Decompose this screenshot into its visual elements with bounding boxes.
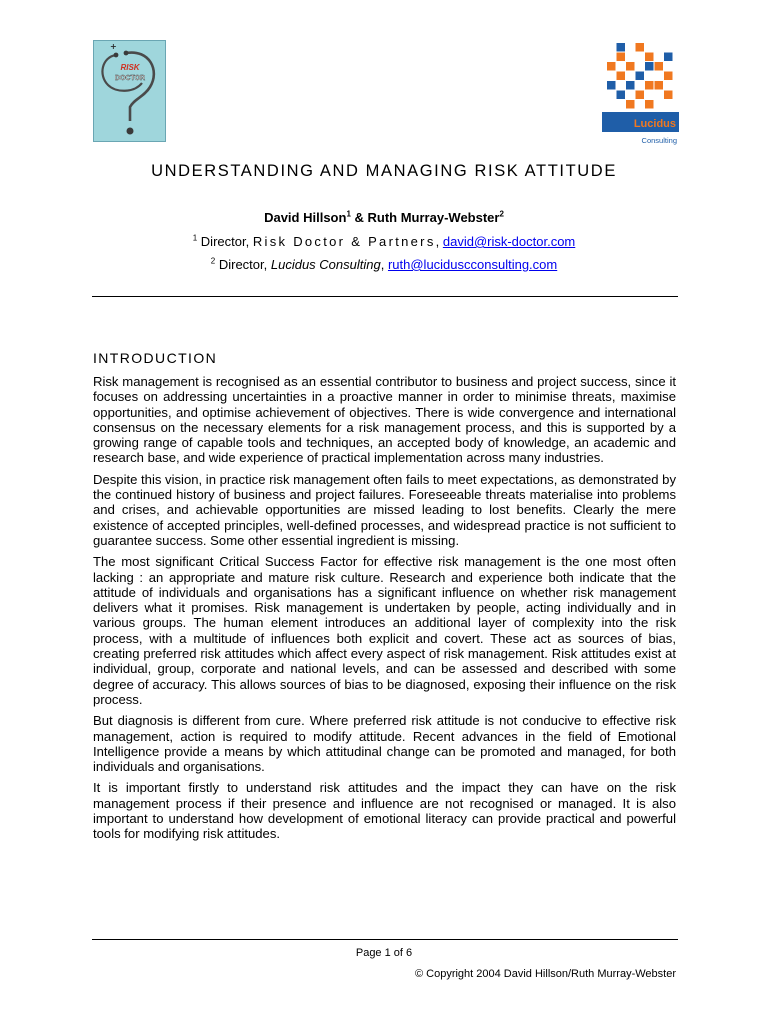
paragraph: Risk management is recognised as an essential contributor to business and project success, since it focuses on addressing uncertainties in a proactive manner in order to minimise threats, maximise opportunities, and optimise achievement of objectives. There is wide convergence and international consensus on the necessary elements for a risk management process, and this is supported by a growing range of capable tools and techniques, an accepted body of knowledge, an academic and research base, and wide experience of practical implementation across many industries. bbox=[93, 374, 676, 466]
email-link-david[interactable]: david@risk-doctor.com bbox=[442, 234, 576, 249]
document-title: UNDERSTANDING AND MANAGING RISK ATTITUDE bbox=[151, 162, 617, 180]
introduction-body bbox=[93, 374, 676, 848]
author-2-sup: 2 bbox=[499, 209, 504, 219]
logo-square bbox=[645, 53, 654, 62]
section-heading-introduction: INTRODUCTION bbox=[93, 350, 218, 366]
logo-square bbox=[655, 62, 664, 71]
stethoscope-question-mark-icon bbox=[94, 41, 166, 142]
affiliation-1-sup: 1 bbox=[192, 233, 198, 243]
affiliation-1 bbox=[0, 234, 768, 249]
author-2-name: Ruth Murray-Webster bbox=[367, 210, 500, 225]
author-line bbox=[0, 210, 768, 225]
logo-text-consulting: Consulting bbox=[641, 136, 677, 145]
logo-square bbox=[655, 81, 664, 90]
logo-square bbox=[664, 91, 673, 100]
logo-square bbox=[617, 91, 626, 100]
affiliation-2-role: Director, bbox=[218, 257, 271, 272]
author-1-sup: 1 bbox=[346, 209, 351, 219]
paragraph: But diagnosis is different from cure. Where preferred risk attitude is not conducive to effective risk management, action is required to modify attitude. Recent advances in the field of Emotional Intelligence provide a means by which attitudinal change can be promoted and managed, for both individuals and organisations. bbox=[93, 713, 676, 775]
logo-square bbox=[636, 91, 645, 100]
logo-square bbox=[645, 100, 654, 109]
svg-text:+: + bbox=[110, 42, 117, 51]
paragraph: It is important firstly to understand risk attitudes and the impact they can have on the risk management process if their presence and influence are not recognised or managed. It is also important to understand how development of emotional literacy can provide practical and powerful tools for modifying risk attitudes. bbox=[93, 780, 676, 842]
logo-square bbox=[607, 81, 616, 90]
affiliation-2-sup: 2 bbox=[210, 256, 216, 266]
logo-square bbox=[617, 72, 626, 81]
logo-text-lucidus: Lucidus bbox=[633, 118, 676, 130]
author-1-name: David Hillson bbox=[264, 210, 347, 225]
logo-square bbox=[626, 100, 635, 109]
affiliation-1-sep: , bbox=[435, 234, 443, 249]
paragraph: The most significant Critical Success Factor for effective risk management is the one most often lacking : an appropriate and mature risk culture. Research and experience both indicate that the attitude of individuals and organisations has a significant influence on whether risk management delivers what it promises. Risk management is undertaken by people, acting individually and in various groups. The human element introduces an additional layer of complexity into the risk process, with a multitude of influences both explicit and covert. These act as sources of bias, creating preferred risk attitudes which affect every aspect of risk management. Risk attitudes exist at individual, group, corporate and national levels, and can be assessed and described with some degree of accuracy. This allows sources of bias to be diagnosed, exposing their influence on the risk process. bbox=[93, 554, 676, 707]
affiliation-1-org: Risk Doctor & Partners bbox=[252, 234, 436, 249]
author-ampersand: & bbox=[350, 210, 368, 225]
affiliation-2 bbox=[0, 257, 768, 272]
logo-square bbox=[664, 72, 673, 81]
logo-square bbox=[636, 72, 645, 81]
logo-square bbox=[664, 53, 673, 62]
logo-square bbox=[607, 62, 616, 71]
email-link-ruth[interactable]: ruth@luciduscconsulting.com bbox=[387, 257, 558, 272]
affiliation-1-role: Director, bbox=[200, 234, 253, 249]
affiliation-2-org: Lucidus Consulting bbox=[270, 257, 381, 272]
affiliation-2-sep: , bbox=[380, 257, 388, 272]
lucidus-consulting-logo bbox=[602, 40, 679, 146]
logo-square bbox=[645, 62, 654, 71]
copyright-notice: © Copyright 2004 David Hillson/Ruth Murray-Webster bbox=[414, 968, 676, 980]
risk-doctor-logo bbox=[93, 40, 166, 142]
logo-square bbox=[617, 53, 626, 62]
logo-square bbox=[617, 43, 626, 52]
logo-square bbox=[626, 81, 635, 90]
logo-text-risk: RISK bbox=[120, 63, 140, 72]
paragraph: Despite this vision, in practice risk management often fails to meet expectations, as demonstrated by the continued history of business and project failures. Foreseeable threats materialise into problems and crises, and achievable opportunities are missed leading to lost benefits. Clearly the mere existence of accepted principles, well-defined processes, and widespread practice is not sufficient to guarantee success. Some other essential ingredient is missing. bbox=[93, 471, 676, 548]
logo-square bbox=[626, 62, 635, 71]
page-number: Page 1 of 6 bbox=[355, 947, 413, 959]
lucidus-checker-icon bbox=[602, 40, 679, 146]
logo-square bbox=[636, 43, 645, 52]
logo-square bbox=[645, 81, 654, 90]
logo-text-doctor: DOCTOR bbox=[114, 75, 146, 82]
footer-divider bbox=[92, 939, 678, 940]
header-divider bbox=[92, 296, 678, 297]
